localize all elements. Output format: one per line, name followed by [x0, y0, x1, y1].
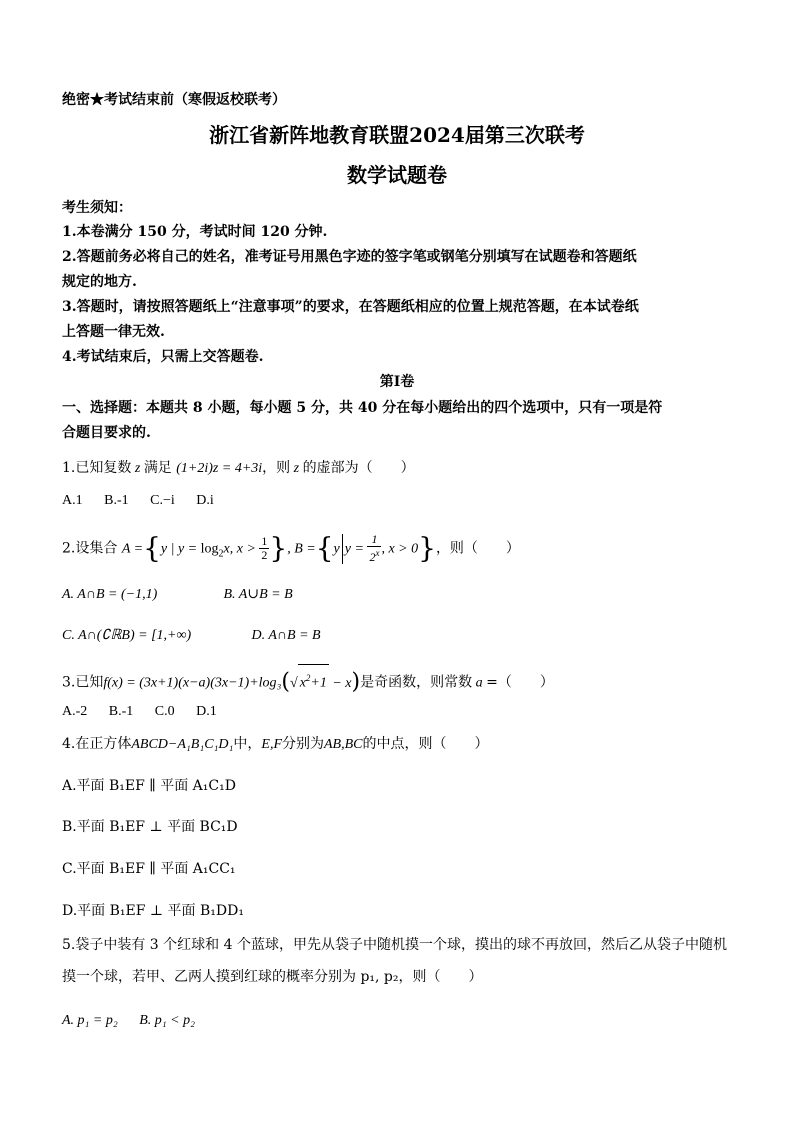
notice-item: 2.答题前务必将自己的姓名，准考证号用黑色字迹的签字笔或钢笔分别填写在试题卷和答题纸 — [62, 249, 637, 265]
q4-option-b: B.平面 B₁EF ⊥ 平面 BC₁D — [62, 819, 238, 835]
exam-title: 浙江省新阵地教育联盟2024届第三次联考 — [209, 123, 585, 147]
q5-option-b: B. p₁ < p₂ — [139, 1013, 195, 1028]
q5-line1: 5.袋子中装有 3 个红球和 4 个蓝球，甲先从袋子中随机摸一个球，摸出的球不再放回，然后乙从袋子中随机 — [62, 937, 727, 953]
q1-option-a: A.1 — [62, 493, 83, 508]
notice-item: 上答题一律无效. — [62, 324, 165, 340]
q2-prefix: 2.设集合 — [62, 540, 118, 557]
q2-options-row1 — [62, 585, 311, 605]
q4-text4: 的中点，则（ ） — [362, 736, 489, 752]
q3-option-d: D.1 — [196, 704, 217, 719]
q4-option-d: D.平面 B₁EF ⊥ 平面 B₁DD₁ — [62, 903, 244, 919]
q3-prefix: 3.已知 — [62, 674, 104, 691]
exam-subtitle: 数学试题卷 — [347, 163, 447, 187]
q3-options — [62, 702, 235, 722]
q1-options — [62, 491, 232, 511]
q2-options-row2 — [62, 626, 339, 646]
notice-item: 4.考试结束后，只需上交答题卷. — [62, 349, 264, 365]
q1-prefix: 1.已知复数 — [62, 460, 132, 476]
notice-item: 规定的地方. — [62, 274, 137, 290]
question-4 — [62, 734, 489, 755]
section-heading-line1: 一、选择题：本题共 8 小题，每小题 5 分，共 40 分在每小题给出的四个选项中，只有一项是符 — [62, 400, 663, 416]
question-2: 2.设集合 A ={y | $y = \log_2x$, x > $\frac{1}{2}$ }, B ={y y = $\frac{1}{2^x}$ , x > 0}，则（ ） — [62, 531, 520, 565]
q1-option-d: D.i — [196, 493, 214, 508]
q4-option-a: A.平面 B₁EF ∥ 平面 A₁C₁D — [62, 778, 236, 794]
q1-option-b: B.-1 — [104, 493, 129, 508]
q3-option-c: C.0 — [154, 704, 175, 719]
q2-tail: ，则（ ） — [435, 540, 520, 557]
q4-cube: ABCD−A₁B₁C₁D₁ — [131, 737, 234, 752]
q2-option-c: C. A∩(∁ℝB) = [1,+∞) — [62, 628, 192, 643]
q2-option-d: D. A∩B = B — [251, 628, 321, 643]
q3-option-a: A.-2 — [62, 704, 88, 719]
part-heading: 第I卷 — [379, 374, 415, 390]
q2-option-a: A. A∩B = (−1,1) — [62, 587, 158, 602]
q4-text3: 分别为 — [282, 736, 324, 752]
q1-equation: (1+2i)z = 4+3i — [176, 461, 263, 476]
q4-text1: 4.在正方体 — [62, 736, 132, 752]
q1-option-c: C.−i — [150, 493, 175, 508]
q1-tail1: ，则 — [262, 460, 291, 476]
q4-abbc: AB,BC — [324, 737, 363, 752]
question-1: 1.已知复数 z 满足 (1+2i)z = 4+3i，则 z 的虚部为（ ） — [62, 460, 415, 476]
q5-options — [62, 1011, 213, 1031]
q1-mid: 满足 — [143, 460, 172, 476]
q4-option-c: C.平面 B₁EF ∥ 平面 A₁CC₁ — [62, 861, 236, 877]
q3-option-b: B.-1 — [108, 704, 134, 719]
confidential-label: 绝密★考试结束前（寒假返校联考） — [62, 92, 286, 108]
q4-text2: 中， — [233, 736, 262, 752]
q1-tail2: 的虚部为（ ） — [302, 460, 415, 476]
question-3: 3.已知f(x) = (3x+1)(x−a)(3x−1)+log₃(√ $x^2+1 - x$)是奇函数，则常数 a =（ ） — [62, 664, 554, 697]
q3-tail2: =（ ） — [486, 674, 554, 691]
notice-item: 3.答题时，请按照答题纸上“注意事项”的要求，在答题纸相应的位置上规范答题，在本试卷纸 — [62, 299, 639, 315]
notice-item: 1.本卷满分 150 分，考试时间 120 分钟. — [62, 224, 328, 240]
q5-line2: 摸一个球，若甲、乙两人摸到红球的概率分别为 p₁, p₂，则（ ） — [62, 969, 483, 985]
q4-ef: E,F — [261, 737, 282, 752]
q5-option-a: A. p₁ = p₂ — [62, 1013, 118, 1028]
notice-heading: 考生须知： — [62, 200, 132, 216]
q2-option-b: B. A∪B = B — [223, 587, 293, 602]
q3-expression: f(x) = (3x+1)(x−a)(3x−1)+log₃ — [103, 675, 282, 691]
section-heading-line2: 合题目要求的. — [62, 425, 151, 441]
q3-tail: 是奇函数，则常数 — [360, 674, 473, 691]
